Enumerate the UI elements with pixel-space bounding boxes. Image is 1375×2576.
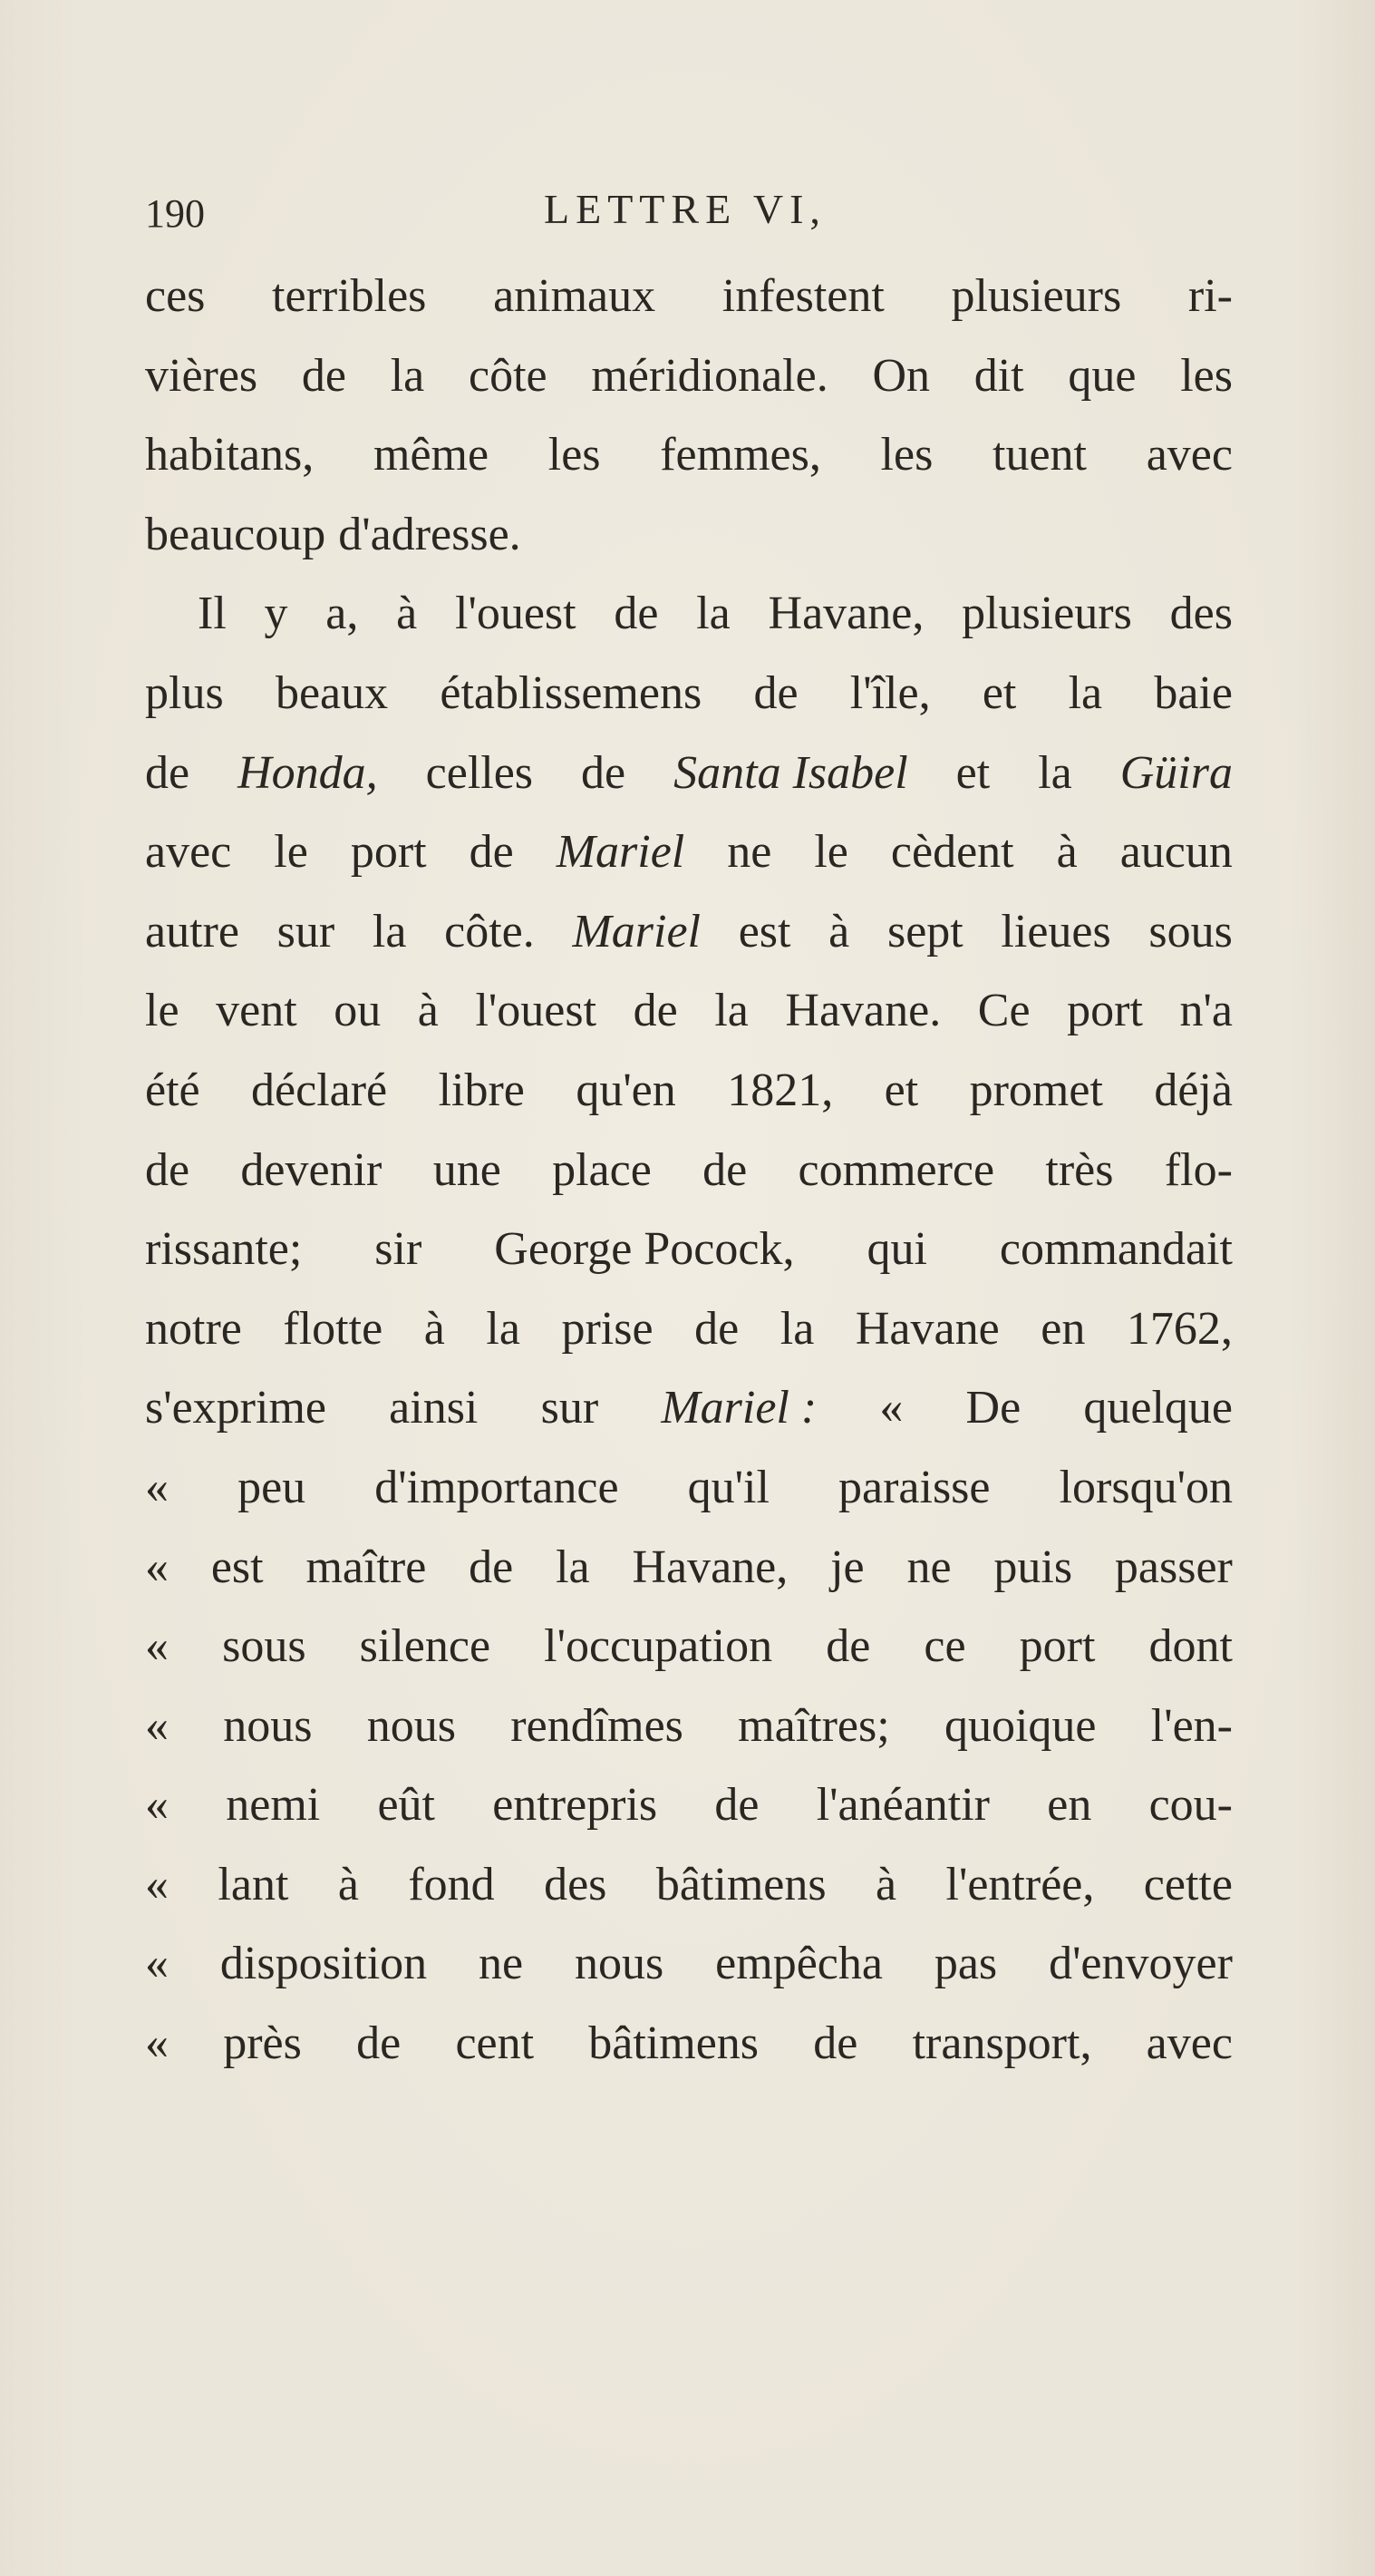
word: l'anéantir xyxy=(816,1779,990,1832)
word: disposition xyxy=(219,1938,428,1990)
word: de xyxy=(145,746,190,799)
text-line xyxy=(145,1528,1233,1608)
word: aucun xyxy=(1119,826,1233,879)
word: de xyxy=(581,746,626,799)
text-line xyxy=(145,1607,1233,1687)
word: sir xyxy=(374,1223,422,1276)
word: le xyxy=(145,985,179,1037)
word: qu'il xyxy=(687,1461,770,1513)
word: de xyxy=(714,1779,760,1832)
text-line xyxy=(145,574,1233,654)
word: l'ouest xyxy=(475,985,597,1037)
word: sous xyxy=(1148,905,1233,957)
word: le xyxy=(814,826,848,879)
text-line xyxy=(145,812,1233,892)
word: paraisse xyxy=(838,1461,991,1513)
word: la xyxy=(390,349,425,402)
word: Honda, xyxy=(237,746,378,799)
word: et xyxy=(982,666,1017,719)
word: femmes, xyxy=(660,429,821,481)
word: en xyxy=(1041,1302,1086,1355)
text-line xyxy=(145,336,1233,416)
word: je xyxy=(830,1541,865,1593)
word: sur xyxy=(276,905,335,957)
word: 1762, xyxy=(1126,1302,1233,1355)
word: maîtres; xyxy=(738,1699,890,1752)
word: et xyxy=(884,1064,919,1116)
word: avec xyxy=(1146,429,1233,481)
word: nemi xyxy=(226,1779,321,1832)
word: rissante; xyxy=(145,1223,303,1276)
word: pas xyxy=(934,1938,998,1990)
word: port xyxy=(350,826,427,879)
word: « xyxy=(145,1938,169,1990)
word: à xyxy=(828,905,850,957)
word: notre xyxy=(145,1302,242,1355)
word: n'a xyxy=(1179,985,1233,1037)
word: Ce xyxy=(977,985,1031,1037)
word: Mariel xyxy=(556,826,685,879)
word: qu'en xyxy=(576,1064,676,1116)
word: des xyxy=(544,1858,607,1910)
word: On xyxy=(872,349,930,402)
word: autre xyxy=(145,905,239,957)
word: des xyxy=(1169,588,1233,640)
word: dont xyxy=(1148,1620,1233,1673)
word: s'exprime xyxy=(145,1382,326,1434)
word: dit xyxy=(973,349,1024,402)
word: promet xyxy=(969,1064,1103,1116)
word: celles xyxy=(425,746,534,799)
word: infestent xyxy=(721,270,885,322)
word: prise xyxy=(561,1302,654,1355)
word: méridionale. xyxy=(591,349,828,402)
word: Il xyxy=(198,588,227,640)
word: terribles xyxy=(272,270,427,322)
word: Güira xyxy=(1119,746,1233,799)
word: silence xyxy=(359,1620,491,1673)
text-line xyxy=(145,257,1233,336)
word: ou xyxy=(334,985,382,1037)
text-line xyxy=(145,495,1233,575)
word: les xyxy=(547,429,601,481)
text-line xyxy=(145,1368,1233,1448)
word: cèdent xyxy=(890,826,1014,879)
word: le xyxy=(274,826,308,879)
word: de xyxy=(633,985,678,1037)
word: plus xyxy=(145,666,224,719)
text-line xyxy=(145,1051,1233,1131)
word: port xyxy=(1019,1620,1096,1673)
word: maître xyxy=(305,1541,427,1593)
word: de xyxy=(753,666,799,719)
word: nous xyxy=(223,1699,313,1752)
word: de xyxy=(813,2017,858,2070)
word: d'adresse. xyxy=(338,508,521,560)
word: « xyxy=(145,1858,169,1910)
word: commerce xyxy=(798,1143,995,1196)
word: de xyxy=(614,588,659,640)
word: établissemens xyxy=(440,666,702,719)
word: de xyxy=(301,349,346,402)
word: les xyxy=(880,429,934,481)
word: George Pocock, xyxy=(494,1223,795,1276)
word: d'importance xyxy=(374,1461,619,1513)
word: nous xyxy=(575,1938,664,1990)
word: la xyxy=(372,905,407,957)
word: peu xyxy=(237,1461,306,1513)
text-line xyxy=(145,1924,1233,2004)
text-line xyxy=(145,415,1233,495)
word: ne xyxy=(479,1938,524,1990)
word: sur xyxy=(540,1382,599,1434)
text-line xyxy=(145,1289,1233,1369)
word: « xyxy=(879,1382,904,1434)
word: la xyxy=(556,1541,590,1593)
word: côte. xyxy=(444,905,535,957)
word: Mariel xyxy=(572,905,701,957)
word: avec xyxy=(1146,2017,1233,2070)
text-line xyxy=(145,1448,1233,1528)
word: ri- xyxy=(1187,270,1233,322)
word: quoique xyxy=(944,1699,1097,1752)
word: animaux xyxy=(493,270,656,322)
word: ainsi xyxy=(389,1382,479,1434)
word: à xyxy=(396,588,418,640)
text-line xyxy=(145,734,1233,813)
word: une xyxy=(432,1143,501,1196)
word: beaucoup xyxy=(145,508,326,560)
word: à xyxy=(423,1302,445,1355)
word: à xyxy=(1056,826,1078,879)
word: ce xyxy=(924,1620,966,1673)
word: devenir xyxy=(240,1143,382,1196)
word: Havane. xyxy=(785,985,942,1037)
word: beaux xyxy=(275,666,389,719)
word: vières xyxy=(145,349,258,402)
word: la xyxy=(1038,746,1072,799)
word: lant xyxy=(218,1858,289,1910)
word: à xyxy=(337,1858,359,1910)
word: y xyxy=(264,588,288,640)
word: ne xyxy=(906,1541,952,1593)
word: plusieurs xyxy=(951,270,1122,322)
word: de xyxy=(145,1143,190,1196)
word: cette xyxy=(1143,1858,1233,1910)
word: l'ouest xyxy=(455,588,576,640)
word: été xyxy=(145,1064,200,1116)
word: port xyxy=(1067,985,1143,1037)
word: à xyxy=(876,1858,897,1910)
text-line xyxy=(145,654,1233,734)
word: lieues xyxy=(1001,905,1111,957)
word: de xyxy=(469,826,514,879)
word: Mariel : xyxy=(661,1382,818,1434)
word: de xyxy=(356,2017,402,2070)
page-number: 190 xyxy=(145,191,205,236)
word: la xyxy=(696,588,731,640)
word: que xyxy=(1068,349,1137,402)
word: à xyxy=(417,985,439,1037)
word: l'occupation xyxy=(544,1620,773,1673)
word: « xyxy=(145,1461,169,1513)
text-line xyxy=(145,1765,1233,1845)
word: ces xyxy=(145,270,206,322)
word: a, xyxy=(325,588,359,640)
word: d'envoyer xyxy=(1049,1938,1233,1990)
word: place xyxy=(552,1143,652,1196)
word: nous xyxy=(366,1699,457,1752)
word: Santa Isabel xyxy=(673,746,908,799)
word: entrepris xyxy=(492,1779,658,1832)
word: la xyxy=(779,1302,815,1355)
word: de xyxy=(694,1302,740,1355)
word: quelque xyxy=(1083,1382,1233,1434)
word: Havane, xyxy=(632,1541,789,1593)
word: près xyxy=(223,2017,302,2070)
running-title: LETTRE VI, xyxy=(544,186,827,232)
word: commandait xyxy=(999,1223,1233,1276)
text-line xyxy=(145,1131,1233,1210)
word: lorsqu'on xyxy=(1059,1461,1233,1513)
word: ne xyxy=(727,826,772,879)
word: flo- xyxy=(1164,1143,1233,1196)
word: Havane, xyxy=(768,588,925,640)
word: déjà xyxy=(1154,1064,1233,1116)
word: de xyxy=(826,1620,871,1673)
word: plusieurs xyxy=(962,588,1132,640)
word: habitans, xyxy=(145,429,315,481)
word: même xyxy=(373,429,489,481)
word: l'entrée, xyxy=(945,1858,1095,1910)
word: tuent xyxy=(993,429,1087,481)
word: de xyxy=(702,1143,748,1196)
word: la xyxy=(714,985,749,1037)
text-line xyxy=(145,1687,1233,1766)
word: 1821, xyxy=(727,1064,834,1116)
word: empêcha xyxy=(715,1938,883,1990)
word: « xyxy=(145,1779,169,1832)
word: qui xyxy=(867,1223,927,1276)
word: sous xyxy=(222,1620,306,1673)
word: « xyxy=(145,1699,169,1752)
text-line xyxy=(145,1210,1233,1289)
word: « xyxy=(145,1541,169,1593)
word: fond xyxy=(408,1858,495,1910)
word: est xyxy=(210,1541,264,1593)
word: très xyxy=(1045,1143,1114,1196)
word: puis xyxy=(993,1541,1073,1593)
word: et xyxy=(955,746,991,799)
word: bâtimens xyxy=(655,1858,827,1910)
word: l'île, xyxy=(849,666,931,719)
body-text xyxy=(145,257,1233,2084)
word: eût xyxy=(377,1779,435,1832)
word: « xyxy=(145,1620,169,1673)
word: vent xyxy=(216,985,297,1037)
text-line xyxy=(145,2004,1233,2084)
word: sept xyxy=(886,905,963,957)
text-line xyxy=(145,1845,1233,1925)
word: la xyxy=(1068,666,1103,719)
word: en xyxy=(1047,1779,1092,1832)
word: transport, xyxy=(912,2017,1092,2070)
word: l'en- xyxy=(1150,1699,1233,1752)
word: déclaré xyxy=(251,1064,388,1116)
word: est xyxy=(738,905,791,957)
word: de xyxy=(469,1541,514,1593)
word: les xyxy=(1180,349,1233,402)
word: Havane xyxy=(855,1302,1000,1355)
word: la xyxy=(486,1302,520,1355)
word: flotte xyxy=(283,1302,383,1355)
word: cou- xyxy=(1148,1779,1233,1832)
word: bâtimens xyxy=(588,2017,760,2070)
word: « xyxy=(145,2017,169,2070)
word: rendîmes xyxy=(510,1699,683,1752)
word: libre xyxy=(438,1064,525,1116)
word: avec xyxy=(145,826,232,879)
word: passer xyxy=(1114,1541,1233,1593)
running-head xyxy=(145,181,1233,245)
word: côte xyxy=(469,349,547,402)
word: cent xyxy=(455,2017,535,2070)
text-line xyxy=(145,971,1233,1051)
word: baie xyxy=(1154,666,1233,719)
text-line xyxy=(145,892,1233,972)
word: De xyxy=(965,1382,1022,1434)
